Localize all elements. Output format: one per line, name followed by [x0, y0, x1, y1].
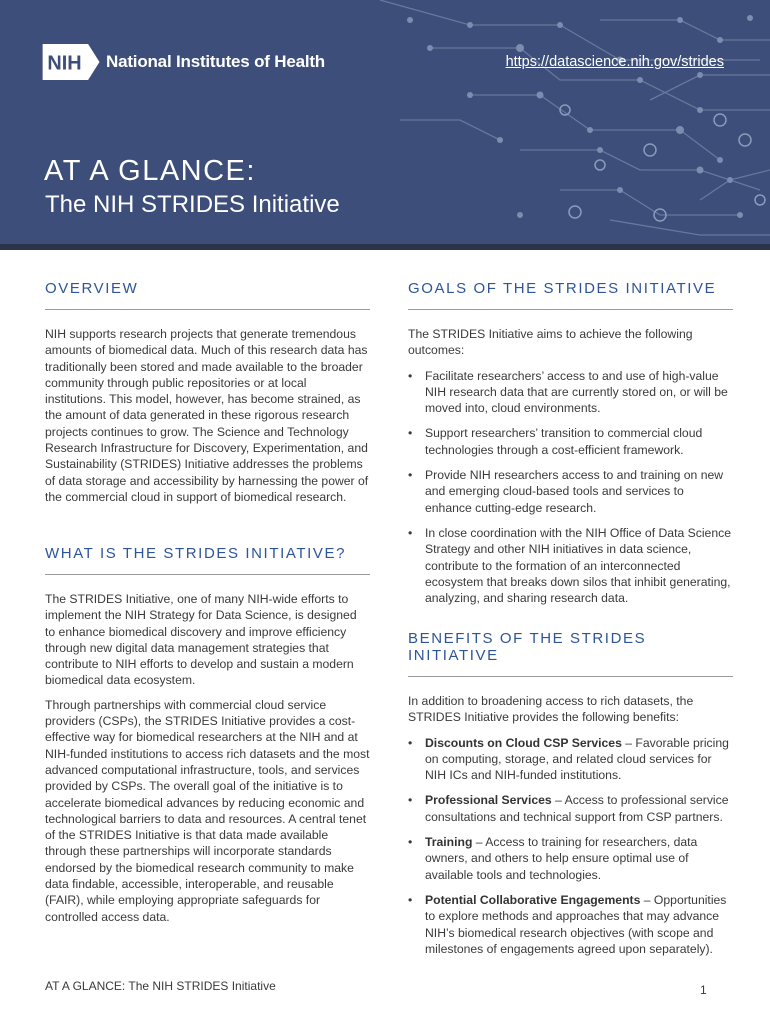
strides-url-link[interactable]: https://datascience.nih.gov/strides: [505, 54, 724, 70]
list-item: • Professional Services – Access to professional service consultations and technical support from CSP partners.: [408, 793, 729, 824]
what-is-heading: WHAT IS THE STRIDES INITIATIVE?: [45, 545, 347, 562]
goals-rule: [408, 309, 733, 310]
bullet-icon: •: [408, 426, 413, 441]
overview-rule: [45, 309, 370, 310]
what-is-paragraph-2: Through partnerships with commercial cloud service providers (CSPs), the STRIDES Initiative provides a cost-effective way for biomedical researchers at the NIH and at NIH-funded institutions to access rich datasets and the most advanced computational infrastructure, tools, and services provided by CSPs. The overall goal of the initiative is to accelerate biomedical advances by reducing economic and technological barriers to data and resources. A central tenet of the STRIDES Initiative is that data made available through these partnerships will incorporate standards endorsed by the biomedical research community to make data findable, accessible, interoperable, and reusable (FAIR), while employing appropriate safeguards for controlled access data.: [45, 697, 370, 924]
overview-section: [45, 280, 370, 505]
overview-heading: OVERVIEW: [45, 280, 139, 297]
what-is-section: [45, 545, 370, 925]
bullet-icon: •: [408, 468, 413, 483]
what-is-rule: [45, 574, 370, 575]
benefits-rule: [408, 676, 733, 677]
header-divider-bar: [0, 244, 770, 250]
list-item: • Provide NIH researchers access to and training on new and emerging cloud-based tools and services to enhance cutting-edge research.: [408, 468, 724, 515]
list-item: • Potential Collaborative Engagements – Opportunities to explore methods and approaches that may advance NIH’s biomedical research objectives (with scope and milestones of engagements agreed upon separately).: [408, 892, 727, 956]
page-subtitle: The NIH STRIDES Initiative: [45, 191, 340, 218]
bullet-icon: •: [408, 892, 413, 907]
nih-logo-mark: [42, 44, 102, 80]
benefits-heading: BENEFITS OF THE STRIDES INITIATIVE: [408, 630, 647, 664]
list-item: • Training – Access to training for researchers, data owners, and others to help ensure optimal use of available tools and technologies.: [408, 835, 698, 882]
header-banner: [0, 0, 770, 244]
footer-title: AT A GLANCE: The NIH STRIDES Initiative: [45, 979, 276, 993]
benefits-list: [408, 735, 733, 958]
list-item: • In close coordination with the NIH Office of Data Science Strategy and other NIH initiatives in data science, contribute to the formation of an interconnected ecosystem that breaks down silos that inhibit generating, analyzing, and sharing research data.: [408, 525, 731, 606]
nih-logo-name: National Institutes of Health: [106, 52, 325, 71]
benefits-section: [408, 630, 733, 966]
what-is-paragraph-1: The STRIDES Initiative, one of many NIH-wide efforts to implement the NIH Strategy for Data Science, is designed to enhance biomedical discovery and improve efficiency through new digital data management strategies that contribute to NIH efforts to develop and sustain a modern biomedical data ecosystem.: [45, 592, 357, 688]
goals-section: [408, 280, 733, 615]
benefits-intro: In addition to broadening access to rich datasets, the STRIDES Initiative provides the following benefits:: [408, 694, 694, 725]
list-item: • Facilitate researchers’ access to and use of high-value NIH research data that are currently stored on, or will be moved into, cloud environments.: [408, 368, 728, 416]
page-title: AT A GLANCE:: [44, 155, 256, 187]
nih-logo: [42, 44, 325, 80]
overview-paragraph: NIH supports research projects that generate tremendous amounts of biomedical data. Much of this research data has traditionally been stored and made available to the broader community through public repositories or at local institutions. This model, however, has become strained, as the amount of data generated in these rigorous research projects continues to grow. The Science and Technology Research Infrastructure for Discovery, Experimentation, and Sustainability (STRIDES) Initiative addresses the problems of data storage and accessibility by harnessing the power of the commercial cloud in support of biomedical research.: [45, 327, 369, 504]
goals-heading: GOALS OF THE STRIDES INITIATIVE: [408, 280, 717, 297]
page-number: 1: [700, 983, 707, 997]
bullet-icon: •: [408, 368, 413, 383]
goals-intro: The STRIDES Initiative aims to achieve the following outcomes:: [408, 327, 693, 358]
goals-list: [408, 368, 733, 607]
list-item: • Discounts on Cloud CSP Services – Favorable pricing on computing, storage, and related cloud services for NIH ICs and NIH-funded institutions.: [408, 735, 729, 783]
svg-text:NIH: NIH: [47, 52, 82, 75]
bullet-icon: •: [408, 835, 413, 850]
list-item: • Support researchers’ transition to commercial cloud technologies through a cost-efficient framework.: [408, 426, 703, 457]
bullet-icon: •: [408, 735, 413, 750]
bullet-icon: •: [408, 525, 413, 540]
bullet-icon: •: [408, 793, 413, 808]
